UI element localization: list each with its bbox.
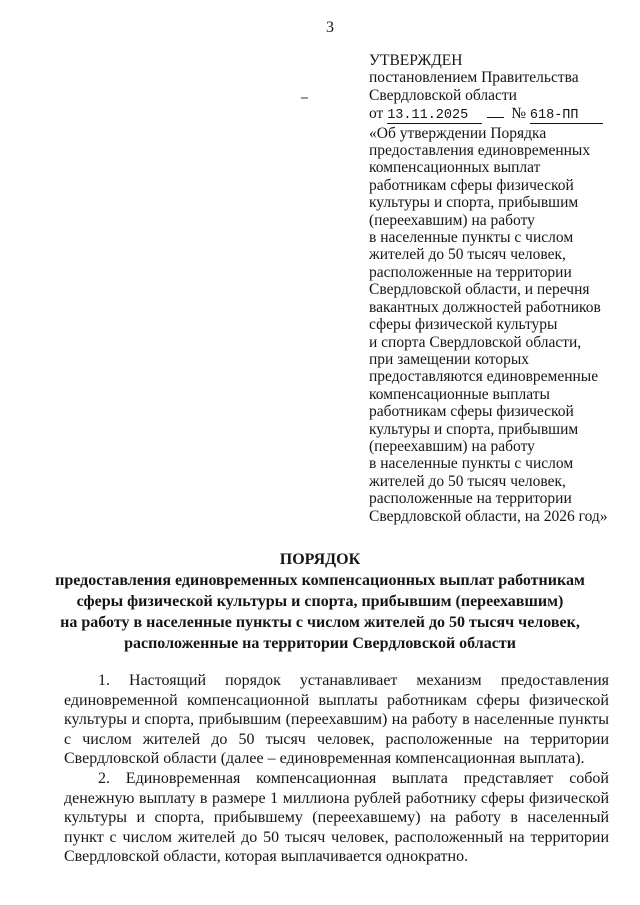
- approval-quote-line: жителей до 50 тысяч человек,: [369, 472, 566, 490]
- document-title-line: сферы физической культуры и спорта, прибывшим (переехавшим): [76, 593, 564, 610]
- document-title-line: предоставления единовременных компенсационных выплат работникам: [55, 572, 585, 589]
- approval-quote-line: Свердловской области, и перечня: [369, 281, 590, 299]
- approval-line: Свердловской области: [369, 86, 517, 104]
- approval-quote-line: работникам сферы физической: [369, 176, 574, 194]
- approval-quote-line: компенсационные выплаты: [369, 385, 550, 403]
- approval-date-value: 13.11.2025: [387, 108, 482, 124]
- document-body: [64, 671, 609, 867]
- number-sign-label: №: [511, 105, 527, 123]
- approval-quote-line: «Об утверждении Порядка: [369, 124, 547, 142]
- body-paragraph: 1. Настоящий порядок устанавливает механизм предоставления единовременной компенсационной выплаты работникам сферы физической культуры и спорта, прибывшим (переехавшим) на работу в населенные пункты с числом жителей до 50 тысяч человек, расположенные на территории Свердловской области (далее – единовременная компенсационная выплата).: [64, 672, 609, 768]
- approval-quote-line: в населенные пункты с числом: [369, 455, 574, 473]
- approval-quote-line: компенсационных выплат: [369, 159, 541, 177]
- approval-quote-line: вакантных должностей работников: [369, 298, 601, 316]
- scan-artifact-dash: [301, 97, 308, 99]
- approval-quote-line: в населенные пункты с числом: [369, 229, 574, 247]
- approval-quote-line: культуры и спорта, прибывшим: [369, 420, 579, 438]
- document-title-line: расположенные на территории Свердловской области: [124, 635, 516, 652]
- approval-quote-line: предоставления единовременных: [369, 142, 591, 160]
- document-title: [28, 549, 612, 654]
- approval-quote-line: предоставляются единовременные: [369, 368, 599, 386]
- approval-issued-by-lines: [369, 52, 617, 104]
- date-prefix-label: от: [369, 105, 384, 123]
- approval-quote-line: работникам сферы физической: [369, 403, 574, 421]
- approval-line: УТВЕРЖДЕН: [369, 52, 463, 69]
- document-title-line: ПОРЯДОК: [279, 551, 361, 568]
- body-paragraph: 2. Единовременная компенсационная выплата представляет собой денежную выплату в размере 1 миллиона рублей работнику сферы физической культуры и спорта, прибывшему (переехавшему) на работу в населенный пункт с числом жителей до 50 тысяч человек, расположенный на территории Свердловской области, которая выплачивается однократно.: [64, 769, 609, 866]
- approval-date-line: [369, 104, 617, 124]
- page-number: 3: [326, 19, 334, 36]
- blank-underline: [487, 104, 504, 118]
- approval-quote-lines: [369, 125, 617, 525]
- approval-line: постановлением Правительства: [369, 69, 579, 87]
- approval-quote-line: (переехавшим) на работу: [369, 211, 535, 229]
- approval-number-value: 618-ПП: [530, 108, 603, 124]
- document-title-line: на работу в населенные пункты с числом жителей до 50 тысяч человек,: [60, 614, 580, 631]
- approval-quote-line: (переехавшим) на работу: [369, 437, 535, 455]
- approval-quote-line: при замещении которых: [369, 350, 530, 368]
- approval-block: [369, 52, 617, 525]
- approval-quote-line: Свердловской области, на 2026 год»: [369, 507, 608, 525]
- approval-quote-line: расположенные на территории: [369, 263, 572, 281]
- approval-quote-line: культуры и спорта, прибывшим: [369, 194, 579, 212]
- approval-quote-line: расположенные на территории: [369, 490, 572, 508]
- approval-quote-line: жителей до 50 тысяч человек,: [369, 246, 566, 264]
- approval-quote-line: сферы физической культуры: [369, 316, 558, 334]
- approval-quote-line: и спорта Свердловской области,: [369, 333, 582, 351]
